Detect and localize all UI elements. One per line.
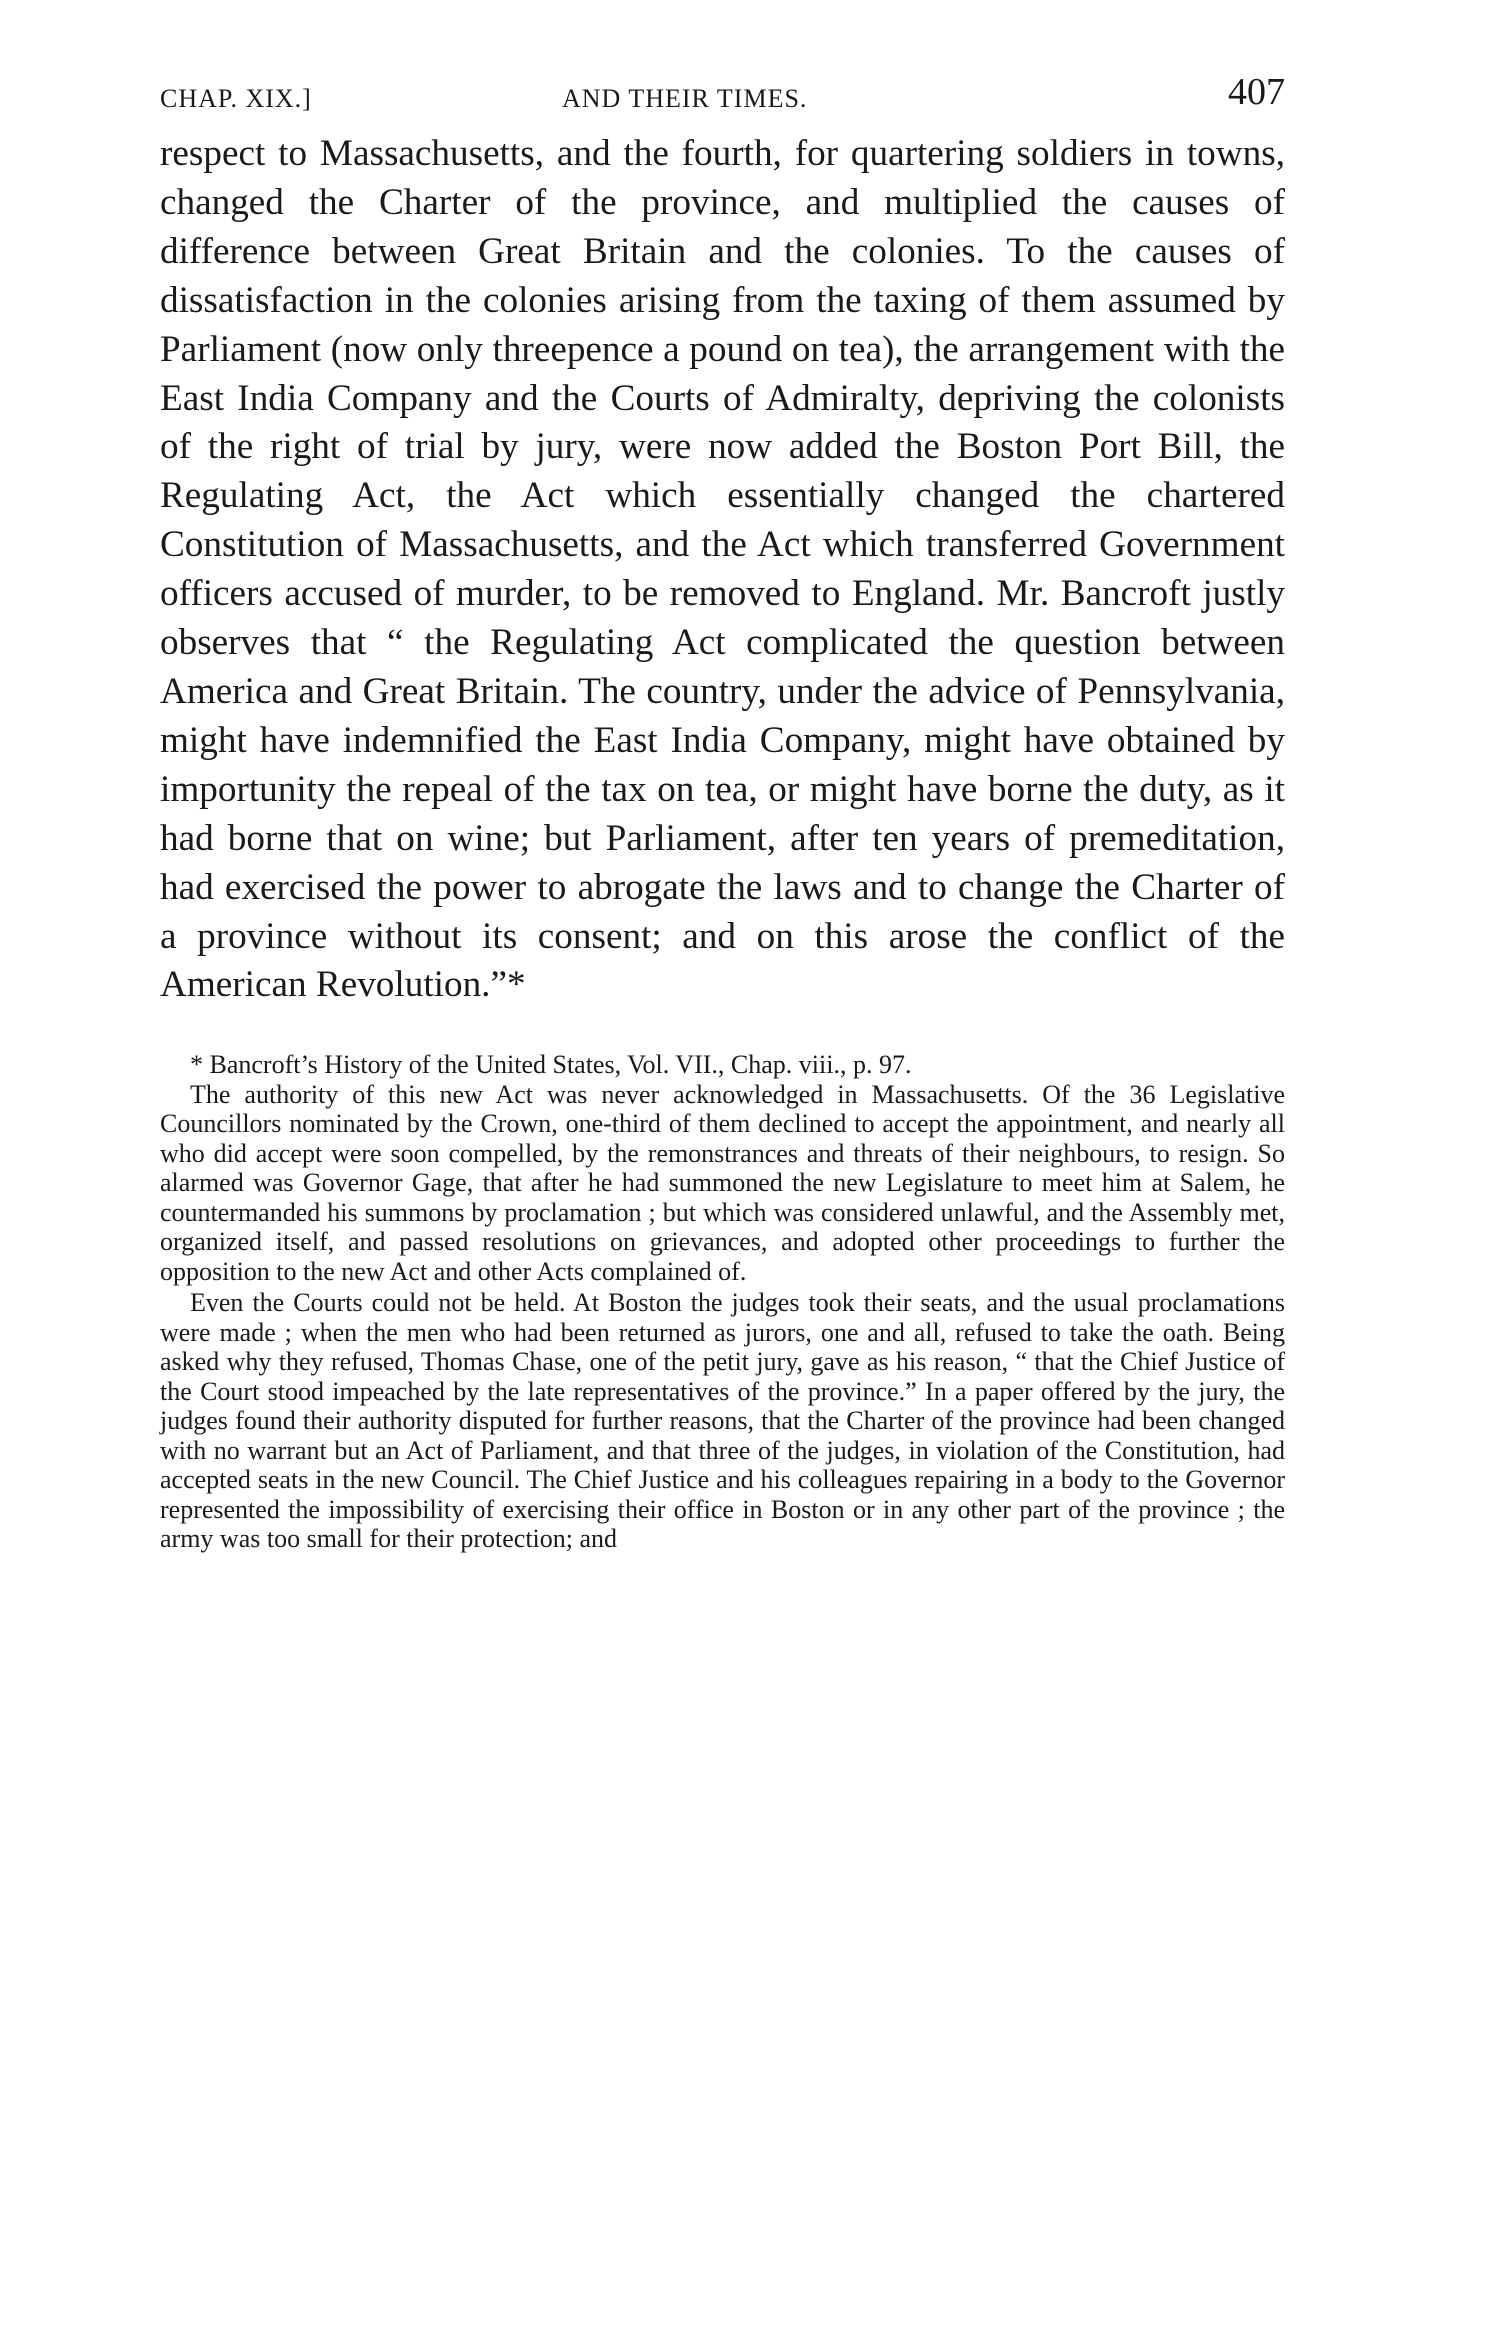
chapter-label: CHAP. XIX.] [160, 84, 312, 113]
footnote-paragraph-1: The authority of this new Act was never acknowledged in Massachusetts. Of the 36 Legislative Councillors nominated by the Crown, one-third of them declined to accept the appointment, and nearly all who did accept were soon compelled, by the remonstrances and threats of their neighbours, to resign. So alarmed was Governor Gage, that after he had summoned the new Legislature to meet him at Salem, he countermanded his summons by proclamation ; but which was considered unlawful, and the Assembly met, organized itself, and passed resolutions on grievances, and adopted other proceedings to further the opposition to the new Act and other Acts complained of. [160, 1079, 1285, 1286]
running-title: AND THEIR TIMES. [562, 84, 808, 113]
page-number: 407 [1228, 71, 1285, 113]
footnote-paragraph-2: Even the Courts could not be held. At Boston the judges took their seats, and the usual proclamations were made ; when the men who had been returned as jurors, one and all, refused to take the oath. Being asked why they refused, Thomas Chase, one of the petit jury, gave as his reason, “ that the Chief Justice of the Court stood impeached by the late representatives of the province.” In a paper offered by the jury, the judges found their authority disputed for further reasons, that the Charter of the province had been changed with no warrant but an Act of Parliament, and that three of the judges, in violation of the Constitution, had accepted seats in the new Council. The Chief Justice and his colleagues repairing in a body to the Governor represented the impossibility of exercising their office in Boston or in any other part of the province ; the army was too small for their protection; and [160, 1288, 1285, 1554]
footnote-citation: * Bancroft’s History of the United States, Vol. VII., Chap. viii., p. 97. [190, 1050, 912, 1080]
main-paragraph: respect to Massachusetts, and the fourth, for quartering soldiers in towns, changed the Charter of the province, and multiplied the causes of difference between Great Britain and the colonies. To the causes of dissatisfaction in the colonies arising from the taxing of them assumed by Parliament (now only threepence a pound on tea), the arrangement with the East India Company and the Courts of Admiralty, depriving the colonists of the right of trial by jury, were now added the Boston Port Bill, the Regulating Act, the Act which essentially changed the chartered Constitution of Massachusetts, and the Act which transferred Government officers accused of murder, to be removed to England. Mr. Bancroft justly observes that “ the Regulating Act complicated the question between America and Great Britain. The country, under the advice of Pennsylvania, might have indemnified the East India Company, might have obtained by importunity the repeal of the tax on tea, or might have borne the duty, as it had borne that on wine; but Parliament, after ten years of premeditation, had exercised the power to abrogate the laws and to change the Charter of a province without its consent; and on this arose the conflict of the American Revolution.”* [160, 133, 1285, 1006]
running-head [160, 70, 1285, 130]
book-page [160, 70, 1285, 1554]
footnote [160, 1050, 1285, 1554]
main-text [160, 130, 1285, 1010]
